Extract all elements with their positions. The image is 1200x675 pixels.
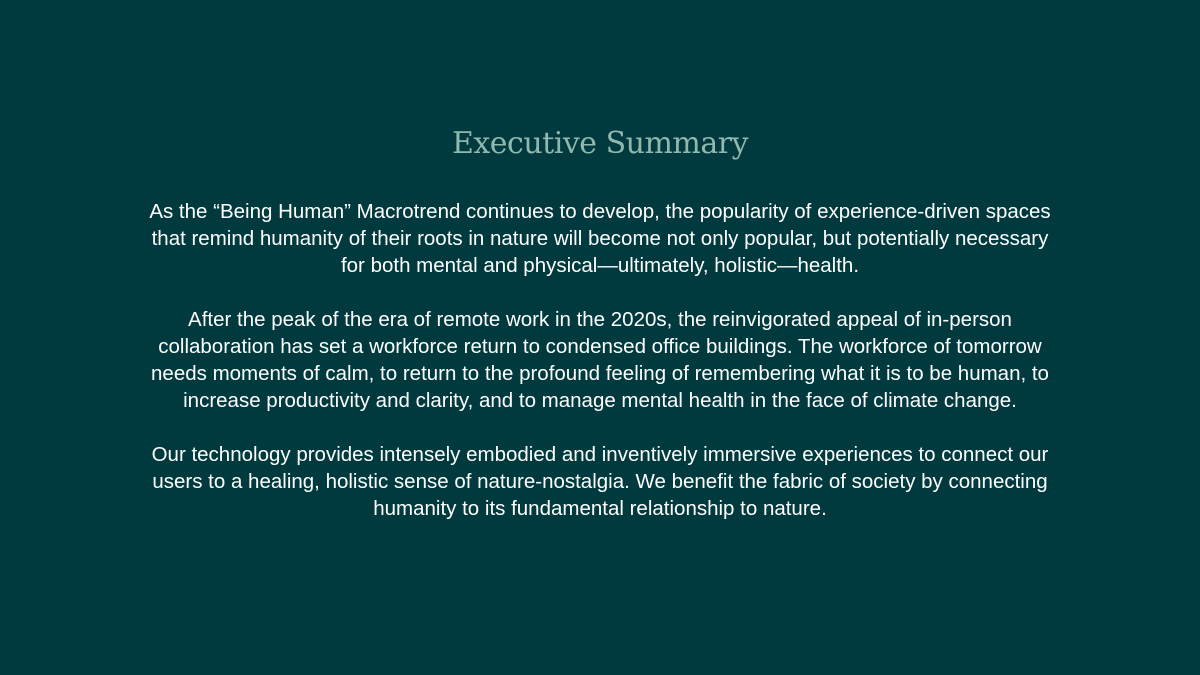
slide-title: Executive Summary (451, 126, 749, 161)
summary-paragraph-3: Our technology provides intensely embodied and inventively immersive experiences to connect our users to a healing, holistic sense of nature-nostalgia. We benefit the fabric of society by connecting humanity to its fundamental relationship to nature. (151, 443, 1049, 520)
summary-body (140, 198, 1060, 549)
summary-paragraph-1: As the “Being Human” Macrotrend continues to develop, the popularity of experience-driven spaces that remind humanity of their roots in nature will become not only popular, but potentially necessary for both mental and physical—ultimately, holistic—health. (149, 200, 1051, 277)
summary-paragraph-2: After the peak of the era of remote work in the 2020s, the reinvigorated appeal of in-person collaboration has set a workforce return to condensed office buildings. The workforce of tomorrow needs moments of calm, to return to the profound feeling of remembering what it is to be human, to increase productivity and clarity, and to manage mental health in the face of climate change. (151, 308, 1049, 412)
